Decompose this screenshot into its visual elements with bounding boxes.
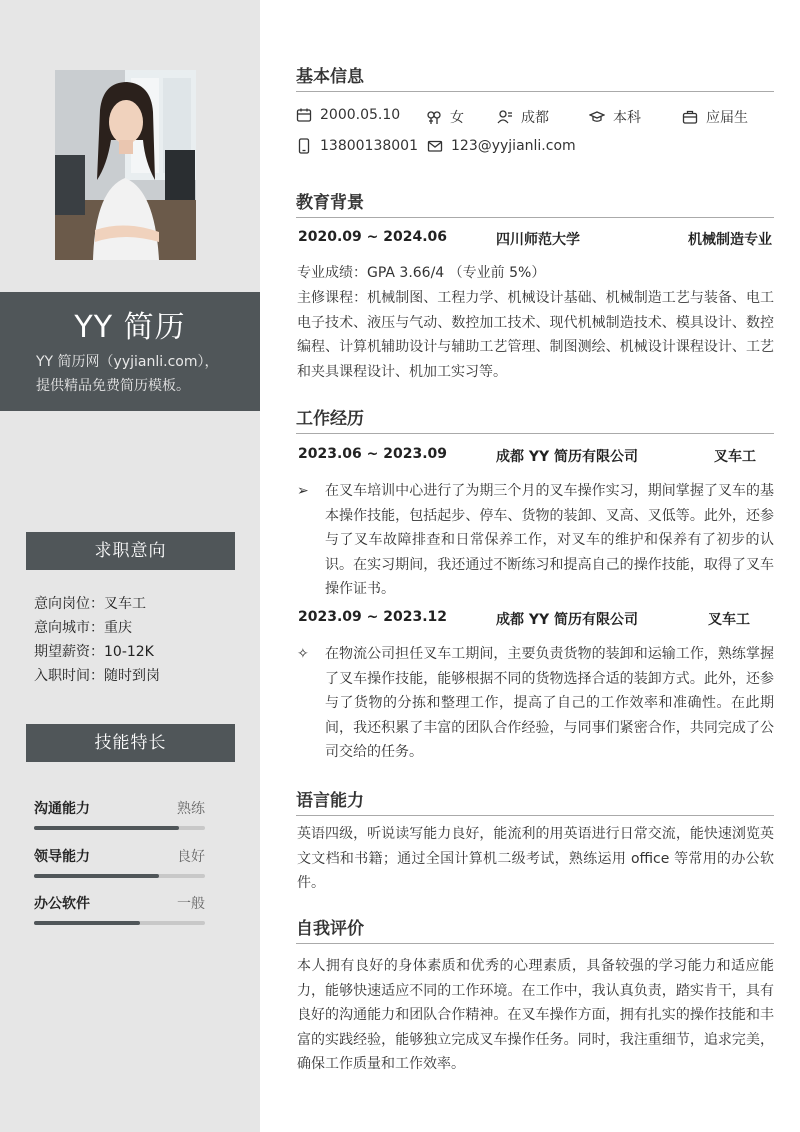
status [682,107,748,127]
skill-level: 熟练 [177,801,205,817]
intent-start: 入职时间：随时到岗 [34,668,160,684]
resume-name: YY 简历 [74,310,186,345]
calendar-icon [296,107,312,123]
skill-bar [34,921,205,925]
section-title-self: 自我评价 [296,914,774,944]
profile-photo [55,70,196,260]
language-text: 英语四级，听说读写能力良好，能流利的用英语进行日常交流，能快速浏览英文文档和书籍；通过全国计算机二级考试，熟练运用 office 等常用的办公软件。 [297,826,774,891]
degree [589,107,641,127]
section-title-basic: 基本信息 [296,62,774,92]
education-courses: 主修课程：机械制图、工程力学、机械设计基础、机械制造工艺与装备、电工电子技术、液压与气动、数控加工技术、现代机械制造技术、模具设计、数控编程、计算机辅助设计与辅助工艺管理、制图测绘、机械设计课程设计、工艺和夹具课程设计、机加工实习等。 [297,290,774,380]
sparkle-bullet-icon: ✧ [297,646,309,662]
gender [426,107,464,127]
education-school: 四川师范大学 [496,232,580,248]
work-company: 成都 YY 简历有限公司 [496,449,639,465]
degree-value: 本科 [613,110,641,126]
birth-date [296,107,400,123]
work-description [297,479,774,602]
phone-icon [296,138,312,154]
skill-bar [34,826,205,830]
birth-value: 2000.05.10 [320,107,401,123]
intent-position: 意向岗位：叉车工 [34,596,146,612]
intent-city: 意向城市：重庆 [34,620,132,636]
work-company: 成都 YY 简历有限公司 [496,612,639,628]
section-title-language: 语言能力 [296,786,774,816]
intent-salary: 期望薪资：10-12K [34,644,154,660]
skill-name: 办公软件 [34,896,90,912]
email [427,138,576,154]
phone [296,138,418,154]
email-value: 123@yyjianli.com [451,138,576,154]
skills-title: 技能特长 [26,724,235,762]
section-title-work: 工作经历 [296,404,774,434]
work-description-text: 在叉车培训中心进行了为期三个月的叉车操作实习，期间掌握了叉车的基本操作技能，包括起步、停车、货物的装卸、叉高、叉低等。此外，还参与了叉车故障排查和日常保养工作，对叉车的维护和保养有了初步的认识。在实习期间，我还通过不断练习和提高自己的操作技能，取得了叉车操作证书。 [325,483,774,597]
skill-name: 领导能力 [34,849,90,865]
work-description [297,642,774,765]
status-value: 应届生 [706,110,748,126]
education-period: 2020.09 ~ 2024.06 [298,229,448,245]
skill-bar-fill [34,874,159,878]
briefcase-icon [682,109,698,125]
city-value: 成都 [521,110,549,126]
intent-title: 求职意向 [26,532,235,570]
skill-bar [34,874,205,878]
mail-icon [427,138,443,154]
skill-level: 良好 [177,849,205,865]
sidebar [0,0,260,1132]
city [497,107,549,127]
name-banner [0,292,260,411]
education-major: 机械制造专业 [688,232,772,248]
graduation-cap-icon [589,109,605,125]
gender-icon [426,109,442,125]
skill-bar-fill [34,921,140,925]
education-gpa: 专业成绩：GPA 3.66/4 （专业前 5%） [297,265,546,281]
skill-bar-fill [34,826,179,830]
gender-value: 女 [450,110,464,126]
work-entry-head [298,609,772,629]
work-role: 叉车工 [708,612,750,628]
work-period: 2023.06 ~ 2023.09 [298,446,448,462]
resume-subtitle: YY 简历网（yyjianli.com），提供精品免费简历模板。 [36,354,219,394]
intent-list [34,592,160,688]
work-description-text: 在物流公司担任叉车工期间，主要负责货物的装卸和运输工作，熟练掌握了叉车操作技能，能够根据不同的货物选择合适的装卸方式。此外，还参与了货物的分拣和整理工作，提高了自己的工作效率和准确性。在此期间，我还积累了丰富的团队合作经验，与同事们紧密合作，共同完成了公司交给的任务。 [325,646,774,760]
skill-level: 一般 [177,896,205,912]
skill-name: 沟通能力 [34,801,90,817]
work-entry-head [298,446,772,466]
self-evaluation-text: 本人拥有良好的身体素质和优秀的心理素质，具备较强的学习能力和适应能力，能够快速适应不同的工作环境。在工作中，我认真负责，踏实肯干，具有良好的沟通能力和团队合作精神。在叉车操作方面，拥有扎实的操作技能和丰富的实践经验，能够独立完成叉车操作任务。同时，我注重细节，追求完美，确保工作质量和工作效率。 [297,958,774,1072]
work-period: 2023.09 ~ 2023.12 [298,609,448,625]
work-role: 叉车工 [714,449,756,465]
phone-value: 13800138001 [320,138,418,154]
arrow-bullet-icon: ➢ [297,483,309,499]
person-icon [497,109,513,125]
education-entry-head [298,229,772,249]
section-title-education: 教育背景 [296,188,774,218]
